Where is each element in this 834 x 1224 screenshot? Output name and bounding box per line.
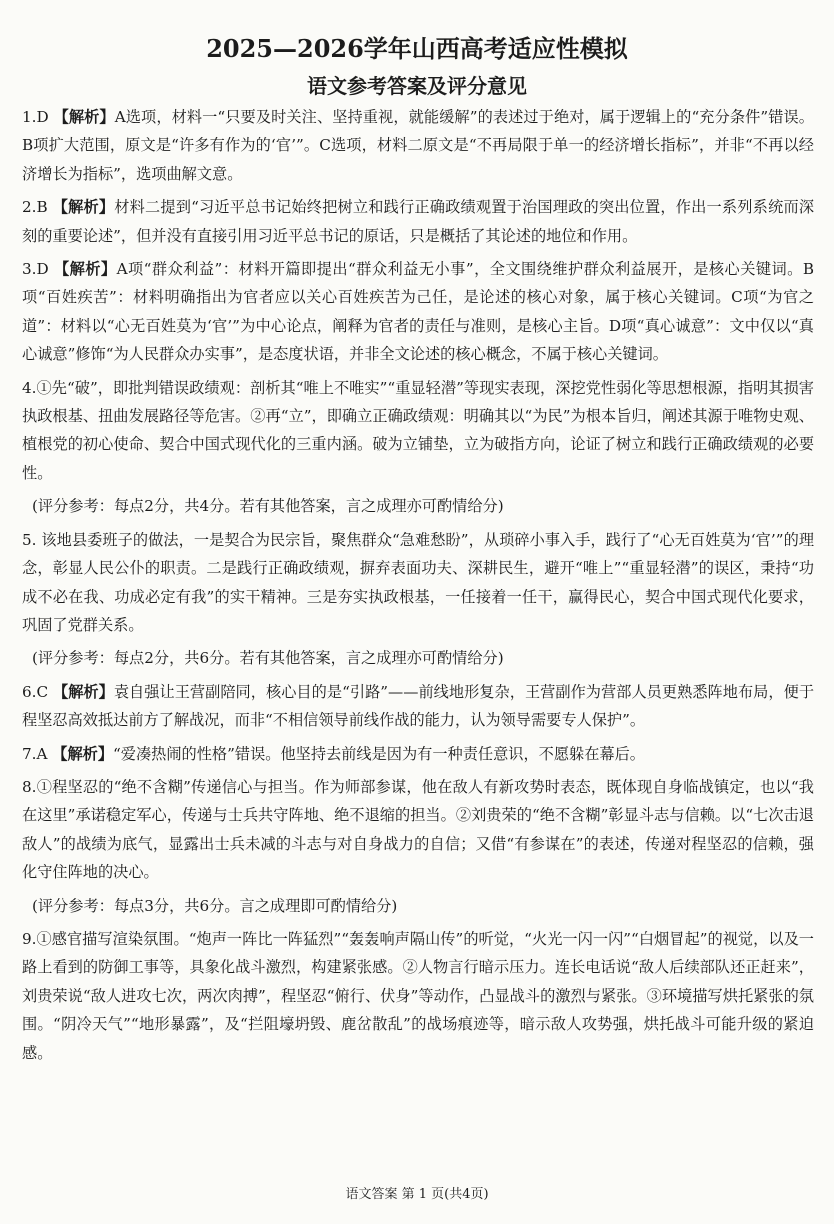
answer-item-3 [22, 255, 814, 369]
answer-item-2 [22, 193, 814, 250]
scoring-note-8: (评分参考：每点3分，共6分。言之成理即可酌情给分) [32, 896, 398, 915]
answer-number: 5. [22, 530, 37, 549]
answer-item-8 [22, 773, 814, 887]
answer-text: A项“群众利益”：材料开篇即提出“群众利益无小事”，全文围绕维护群众利益展开，是核心关键词。B项“百姓疾苦”：材料明确指出为官者应以关心百姓疾苦为己任，是论述的核心对象，属于核心关键词。C项“为官之道”：材料以“心无百姓莫为‘官’”为中心论点，阐释为官者的责任与准则，是核心主旨。D项“真心诚意”：文中仅以“真心诚意”修饰“为人民群众办实事”，是态度状语，并非全文论述的核心概念，不属于核心关键词。 [22, 260, 815, 364]
answer-item-6 [22, 678, 814, 735]
scoring-note-5: (评分参考：每点2分，共6分。若有其他答案，言之成理亦可酌情给分) [32, 649, 504, 668]
answer-item-7 [22, 740, 814, 768]
answer-number: 1.D [22, 108, 49, 126]
analysis-tag: 【解析】 [52, 744, 114, 763]
answer-text: “爱凑热闹的性格”错误。他坚持去前线是因为有一种责任意识，不愿躲在幕后。 [113, 744, 645, 763]
answer-number: 2.B [22, 198, 48, 217]
answer-number: 8. [22, 777, 37, 796]
answer-text: 该地县委班子的做法，一是契合为民宗旨，聚焦群众“急难愁盼”，从琐碎小事入手，践行了“心无百姓莫为‘官’”的理念，彰显人民公仆的职责。二是践行正确政绩观，摒弃表面功夫、深耕民生，避开“唯上”“重显轻潜”的误区，秉持“功成不必在我、功成必定有我”的实干精神。三是夯实执政根基，一任接着一任干，赢得民心，契合中国式现代化要求，巩固了党群关系。 [22, 530, 815, 634]
page-subtitle: 语文参考答案及评分意见 [307, 74, 527, 98]
answer-text: A选项，材料一“只要及时关注、坚持重视，就能缓解”的表述过于绝对，属于逻辑上的“充分条件”错误。B项扩大范围，原文是“许多有作为的‘官’”。C选项，材料二原文是“不再局限于单一的经济增长指标”，并非“不再以经济增长为指标”，选项曲解文意。 [22, 108, 814, 183]
answer-item-1 [22, 103, 814, 188]
scoring-note-4: (评分参考：每点2分，共4分。若有其他答案，言之成理亦可酌情给分) [32, 497, 504, 516]
analysis-tag: 【解析】 [53, 108, 115, 126]
answer-item-9 [22, 925, 814, 1067]
answer-number: 9. [22, 929, 37, 948]
answer-item-5 [22, 526, 814, 640]
answer-number: 3.D [22, 260, 49, 279]
answer-text: ①感官描写渲染氛围。“炮声一阵比一阵猛烈”“轰轰响声隔山传”的听觉，“火光一闪一闪”“白烟冒起”的视觉，以及一路上看到的防御工事等，具象化战斗激烈，构建紧张感。②人物言行暗示压力。连长电话说“敌人后续部队还正赶来”，刘贵荣说“敌人进攻七次，两次肉搏”，程坚忍“俯行、伏身”等动作，凸显战斗的激烈与紧张。③环境描写烘托紧张的氛围。“阴冷天气”“地形暴露”，及“拦阻壕坍毁、鹿岔散乱”的战场痕迹等，暗示敌人攻势强，烘托战斗可能升级的紧迫感。 [22, 929, 814, 1062]
answer-text: ①程坚忍的“绝不含糊”传递信心与担当。作为师部参谋，他在敌人有新攻势时表态，既体现自身临战镇定，也以“我在这里”承诺稳定军心，传递与士兵共守阵地、绝不退缩的担当。②刘贵荣的“绝不含糊”彰显斗志与信赖。以“七次击退敌人”的战绩为底气，显露出士兵未减的斗志与对自身战力的自信；又借“有参谋在”的表述，传递对程坚忍的信赖，强化守住阵地的决心。 [22, 777, 814, 882]
analysis-tag: 【解析】 [53, 260, 117, 279]
analysis-tag: 【解析】 [52, 682, 114, 701]
page-title: 2025—2026学年山西高考适应性模拟 [206, 34, 628, 63]
analysis-tag: 【解析】 [52, 198, 115, 217]
answer-item-4 [22, 374, 814, 488]
answer-number: 6.C [22, 682, 49, 701]
answers-list [22, 103, 814, 1072]
answer-text: ①先“破”，即批判错误政绩观：剖析其“唯上不唯实”“重显轻潜”等现实表现，深挖党性弱化等思想根源，指明其损害执政根基、扭曲发展路径等危害。②再“立”，即确立正确政绩观：明确其以“为民”为根本旨归，阐述其源于唯物史观、植根党的初心使命、契合中国式现代化的三重内涵。破为立铺垫，立为破指方向，论证了树立和践行正确政绩观的必要性。 [22, 378, 814, 482]
answer-number: 4. [22, 378, 37, 397]
page-footer: 语文答案 第 1 页(共4页) [345, 1187, 489, 1202]
answer-number: 7.A [22, 744, 48, 763]
answer-text: 材料二提到“习近平总书记始终把树立和践行正确政绩观置于治国理政的突出位置，作出一系列系统而深刻的重要论述”，但并没有直接引用习近平总书记的原话，只是概括了其论述的地位和作用。 [22, 198, 815, 245]
answer-text: 袁自强让王营副陪同，核心目的是“引路”——前线地形复杂，王营副作为营部人员更熟悉阵地布局，便于程坚忍高效抵达前方了解战况，而非“不相信领导前线作战的能力，认为领导需要专人保护”。 [22, 682, 815, 730]
